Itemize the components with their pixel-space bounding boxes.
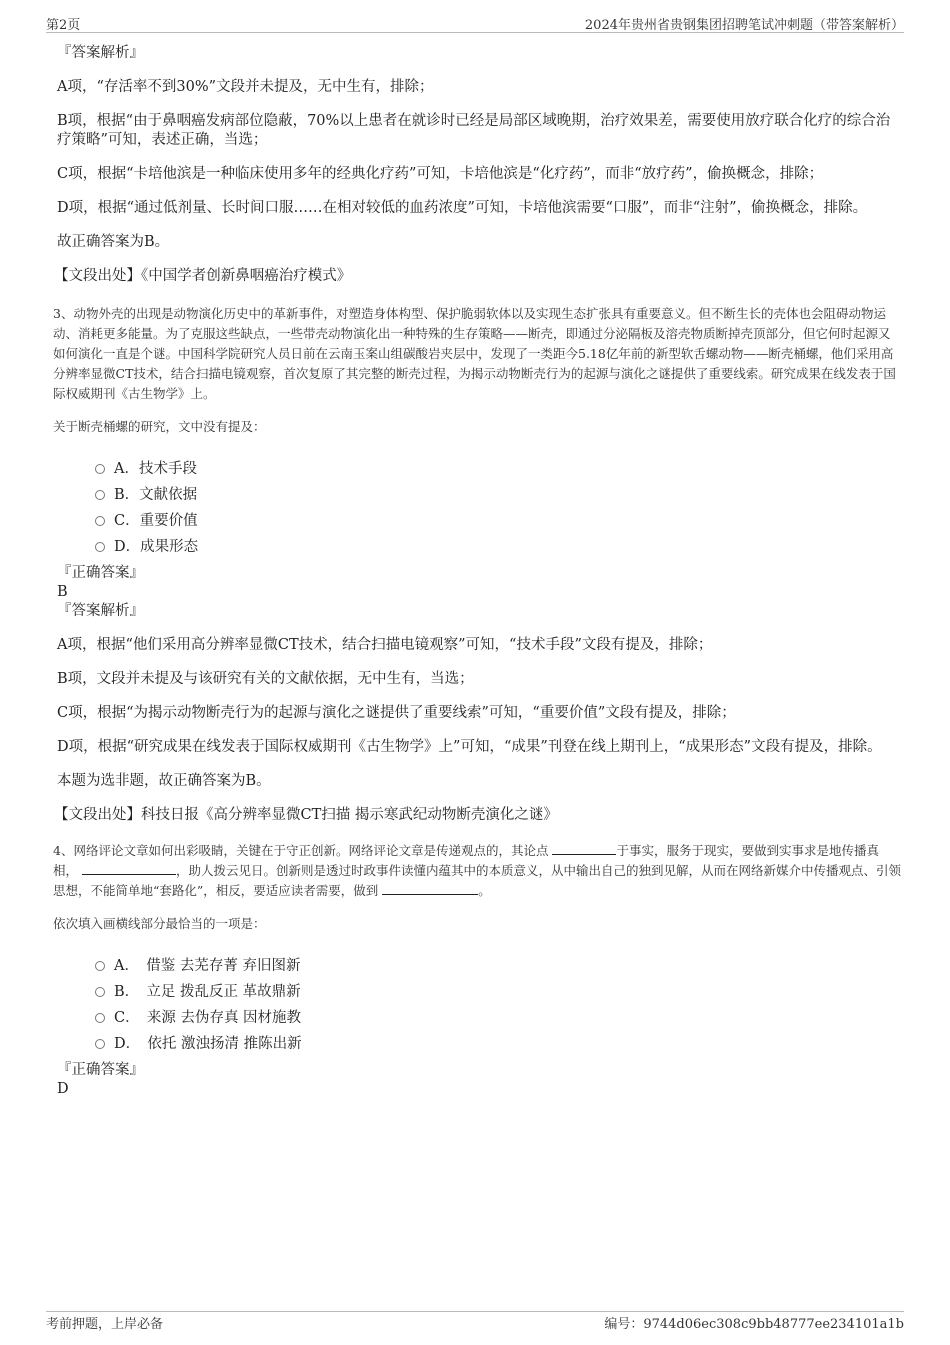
radio-icon[interactable] <box>95 542 105 552</box>
header-divider <box>46 32 904 33</box>
q3-analysis-d: D项，根据“研究成果在线发表于国际权威期刊《古生物学》上”可知，“成果”刊登在线上期刊上，“成果形态”文段有提及，排除。 <box>57 739 882 755</box>
radio-icon[interactable] <box>95 516 105 526</box>
page-number: 第2页 <box>46 18 81 33</box>
q3-option-b[interactable]: B．文献依据 <box>95 480 902 506</box>
document-code: 编号：9744d06ec308c9bb48777ee234101a1b <box>604 1317 904 1332</box>
q3-analysis-title: 『答案解析』 <box>57 603 144 619</box>
page-content <box>53 44 902 1099</box>
q3-answer: B <box>57 584 68 600</box>
q3-analysis-c: C项，根据“为揭示动物断壳行为的起源与演化之谜提供了重要线索”可知，“重要价值”文段有提及，排除； <box>57 705 736 721</box>
q4-answer: D <box>57 1081 69 1097</box>
radio-icon[interactable] <box>95 961 105 971</box>
q4-passage: 4、网络评论文章如何出彩吸睛，关键在于守正创新。网络评论文章是传递观点的，其论点 于事实，服务于现实，要做到实事求是地传播真相， ，助人拨云见日。创新则是透过时政事件读懂内蕴其中的本质意义，从中输出自己的独到见解，从而在网络新媒介中传播观点、引领思想，不能简单地“套路化”，相反，要适应读者需要，做到 。 <box>53 843 902 898</box>
q4-answer-title: 『正确答案』 <box>57 1062 144 1078</box>
q4-option-b[interactable]: B． 立足 拨乱反正 革故鼎新 <box>95 977 902 1003</box>
radio-icon[interactable] <box>95 987 105 997</box>
q3-option-d[interactable]: D．成果形态 <box>95 532 902 558</box>
q3-analysis-b: B项，文段并未提及与该研究有关的文献依据，无中生有，当选； <box>57 671 474 687</box>
q4-blank-1[interactable] <box>552 842 616 855</box>
radio-icon[interactable] <box>95 490 105 500</box>
document-title: 2024年贵州省贵钢集团招聘笔试冲刺题（带答案解析） <box>584 18 904 33</box>
page-header <box>46 14 904 32</box>
q4-options <box>95 951 902 1055</box>
q3-options <box>95 454 902 558</box>
q2-analysis-a: A项，“存活率不到30%”文段并未提及，无中生有，排除； <box>57 79 434 95</box>
q3-passage: 3、动物外壳的出现是动物演化历史中的革新事件，对塑造身体构型、保护脆弱软体以及实现生态扩张具有重要意义。但不断生长的壳体也会阻碍动物运动、消耗更多能量。为了克服这些缺点，一些带壳动物演化出一种特殊的生存策略——断壳，即通过分泌隔板及溶壳物质断掉壳顶部分，但它何时起源又如何演化一直是个谜。中国科学院研究人员日前在云南玉案山组碳酸岩夹层中，发现了一类距今5.18亿年前的新型软舌螺动物——断壳桶螺，他们采用高分辨率显微CT技术，结合扫描电镜观察，首次复原了其完整的断壳过程，为揭示动物断壳行为的起源与演化之谜提供了重要线索。研究成果在线发表于国际权威期刊《古生物学》上。 <box>53 306 896 401</box>
q4-blank-2[interactable] <box>82 862 176 875</box>
q3-answer-title: 『正确答案』 <box>57 565 144 581</box>
q2-source: 【文段出处】《中国学者创新鼻咽癌治疗模式》 <box>54 268 352 284</box>
q2-analysis-b: B项，根据“由于鼻咽癌发病部位隐蔽，70%以上患者在就诊时已经是局部区域晚期，治疗效果差，需要使用放疗联合化疗的综合治疗策略”可知，表述正确，当选； <box>57 113 891 148</box>
q3-conclusion: 本题为选非题，故正确答案为B。 <box>57 773 271 789</box>
q2-analysis-c: C项，根据“卡培他滨是一种临床使用多年的经典化疗药”可知，卡培他滨是“化疗药”，而非“放疗药”，偷换概念，排除； <box>57 166 824 182</box>
q2-analysis-d: D项，根据“通过低剂量、长时间口服……在相对较低的血药浓度”可知，卡培他滨需要“口服”，而非“注射”，偷换概念，排除。 <box>57 200 868 216</box>
q4-blank-3[interactable] <box>382 882 478 895</box>
q3-option-c[interactable]: C．重要价值 <box>95 506 902 532</box>
q3-analysis-a: A项，根据“他们采用高分辨率显微CT技术，结合扫描电镜观察”可知，“技术手段”文段有提及，排除； <box>57 637 713 653</box>
footer-divider <box>46 1311 904 1312</box>
q3-option-a[interactable]: A．技术手段 <box>95 454 902 480</box>
q4-option-d[interactable]: D． 依托 激浊扬清 推陈出新 <box>95 1029 902 1055</box>
q4-option-a[interactable]: A． 借鉴 去芜存菁 弃旧图新 <box>95 951 902 977</box>
q3-question: 关于断壳桶螺的研究，文中没有提及： <box>53 419 266 434</box>
radio-icon[interactable] <box>95 464 105 474</box>
radio-icon[interactable] <box>95 1013 105 1023</box>
q2-conclusion: 故正确答案为B。 <box>57 234 170 250</box>
q3-source: 【文段出处】科技日报《高分辨率显微CT扫描 揭示寒武纪动物断壳演化之谜》 <box>54 807 558 823</box>
radio-icon[interactable] <box>95 1039 105 1049</box>
q4-question: 依次填入画横线部分最恰当的一项是： <box>53 916 266 931</box>
q4-option-c[interactable]: C． 来源 去伪存真 因材施教 <box>95 1003 902 1029</box>
footer-slogan: 考前押题，上岸必备 <box>46 1317 164 1332</box>
q2-analysis-title: 『答案解析』 <box>57 45 144 61</box>
